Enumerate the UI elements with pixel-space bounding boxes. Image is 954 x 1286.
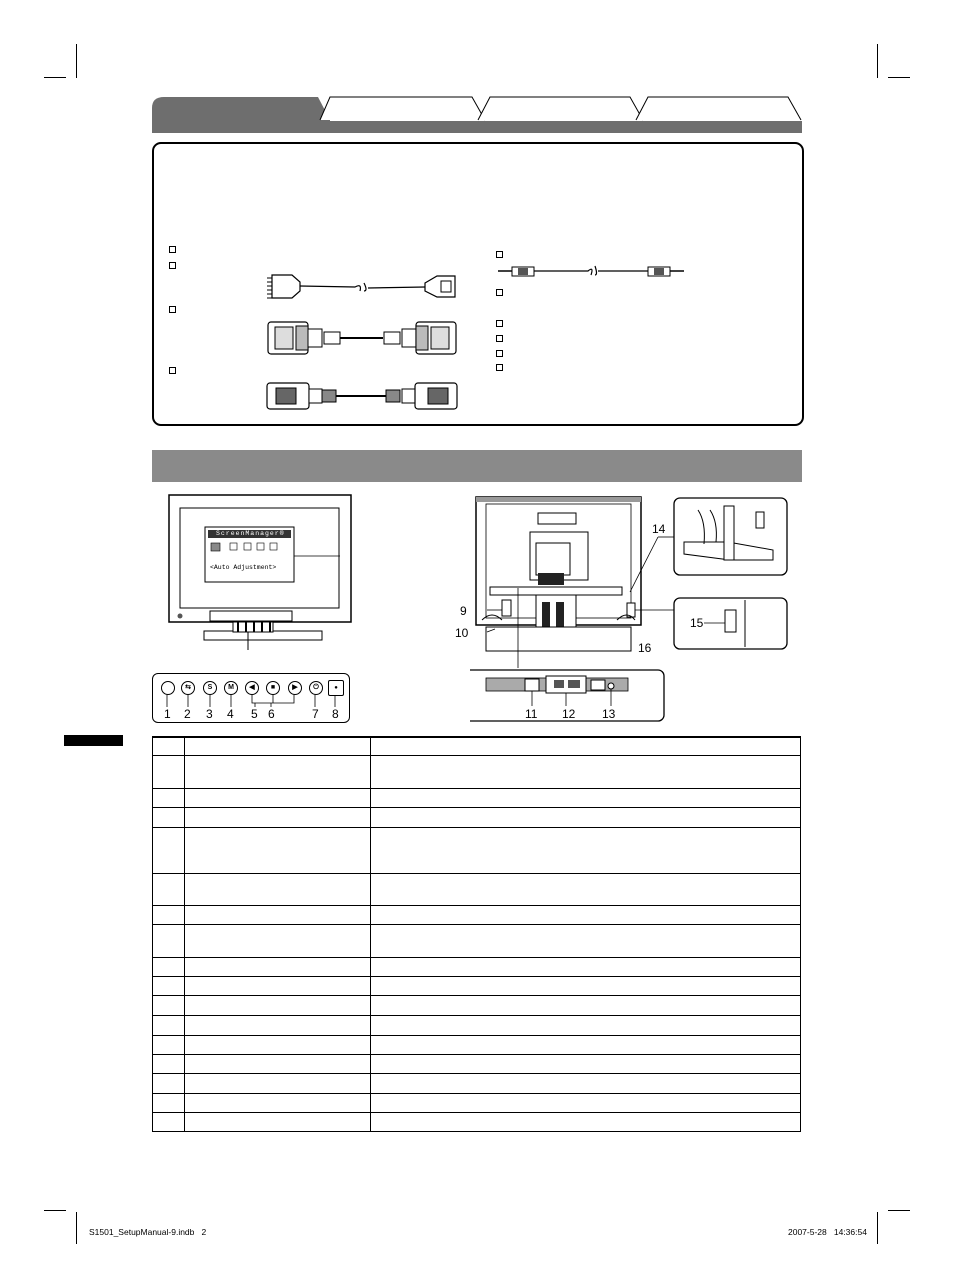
table-row <box>153 1054 801 1073</box>
callout-1: 1 <box>164 707 171 721</box>
callout-5: 5 <box>251 707 258 721</box>
osd-status: <Auto Adjustment> <box>210 564 277 571</box>
callout-15: 15 <box>690 616 704 630</box>
callout-6: 6 <box>268 707 275 721</box>
power-indicator: ● <box>328 680 344 696</box>
table-row <box>153 788 801 807</box>
power-button[interactable]: ⏻ <box>309 681 323 695</box>
crop-mark-bl-h <box>44 1210 66 1211</box>
callout-9: 9 <box>460 604 467 618</box>
table-row <box>153 905 801 924</box>
callout-8: 8 <box>332 707 339 721</box>
crop-mark-br-h <box>888 1210 910 1211</box>
table-row <box>153 924 801 957</box>
table-row <box>153 827 801 873</box>
table-row <box>153 995 801 1015</box>
table-row <box>153 873 801 905</box>
controls-section-band <box>152 450 802 482</box>
button-leader-lines <box>150 690 350 710</box>
callout-11: 11 <box>525 707 538 721</box>
table-row <box>153 1112 801 1131</box>
monitor-rear-illustration <box>470 492 800 724</box>
table-row <box>153 1093 801 1112</box>
audio-cable-illustration <box>498 266 684 276</box>
menu-button[interactable]: M <box>224 681 238 695</box>
dsub-cable-illustration <box>267 383 457 409</box>
callout-13: 13 <box>602 707 616 721</box>
callout-2: 2 <box>184 707 191 721</box>
power-cord-illustration <box>267 275 455 298</box>
table-row <box>153 807 801 827</box>
crop-mark-bl-v <box>76 1212 77 1244</box>
dvi-cable-illustration <box>268 322 456 354</box>
parts-table <box>152 736 801 1132</box>
footer-timestamp: 2007-5-28 14:36:54 <box>788 1227 867 1237</box>
callout-10: 10 <box>455 626 469 640</box>
table-header-row <box>153 737 801 755</box>
table-row <box>153 957 801 976</box>
mode-button[interactable]: S <box>203 681 217 695</box>
table-row <box>153 1073 801 1093</box>
table-row <box>153 1015 801 1035</box>
cable-illustrations <box>0 0 954 430</box>
enter-button[interactable]: ■ <box>266 681 280 695</box>
callout-12: 12 <box>562 707 576 721</box>
table-row <box>153 1035 801 1054</box>
callout-16: 16 <box>638 641 652 655</box>
osd-title: ScreenManager® <box>216 530 285 537</box>
footer-file: S1501_SetupManual-9.indb 2 <box>89 1227 207 1237</box>
callout-7: 7 <box>312 707 319 721</box>
callout-14: 14 <box>652 522 666 536</box>
crop-mark-br-v <box>877 1212 878 1244</box>
input-signal-button[interactable]: ⇆ <box>181 681 195 695</box>
left-arrow-button[interactable]: ◀ <box>245 681 259 695</box>
callout-3: 3 <box>206 707 213 721</box>
right-arrow-button[interactable]: ▶ <box>288 681 302 695</box>
language-marker <box>64 735 123 746</box>
callout-4: 4 <box>227 707 234 721</box>
table-row <box>153 755 801 788</box>
table-row <box>153 976 801 995</box>
